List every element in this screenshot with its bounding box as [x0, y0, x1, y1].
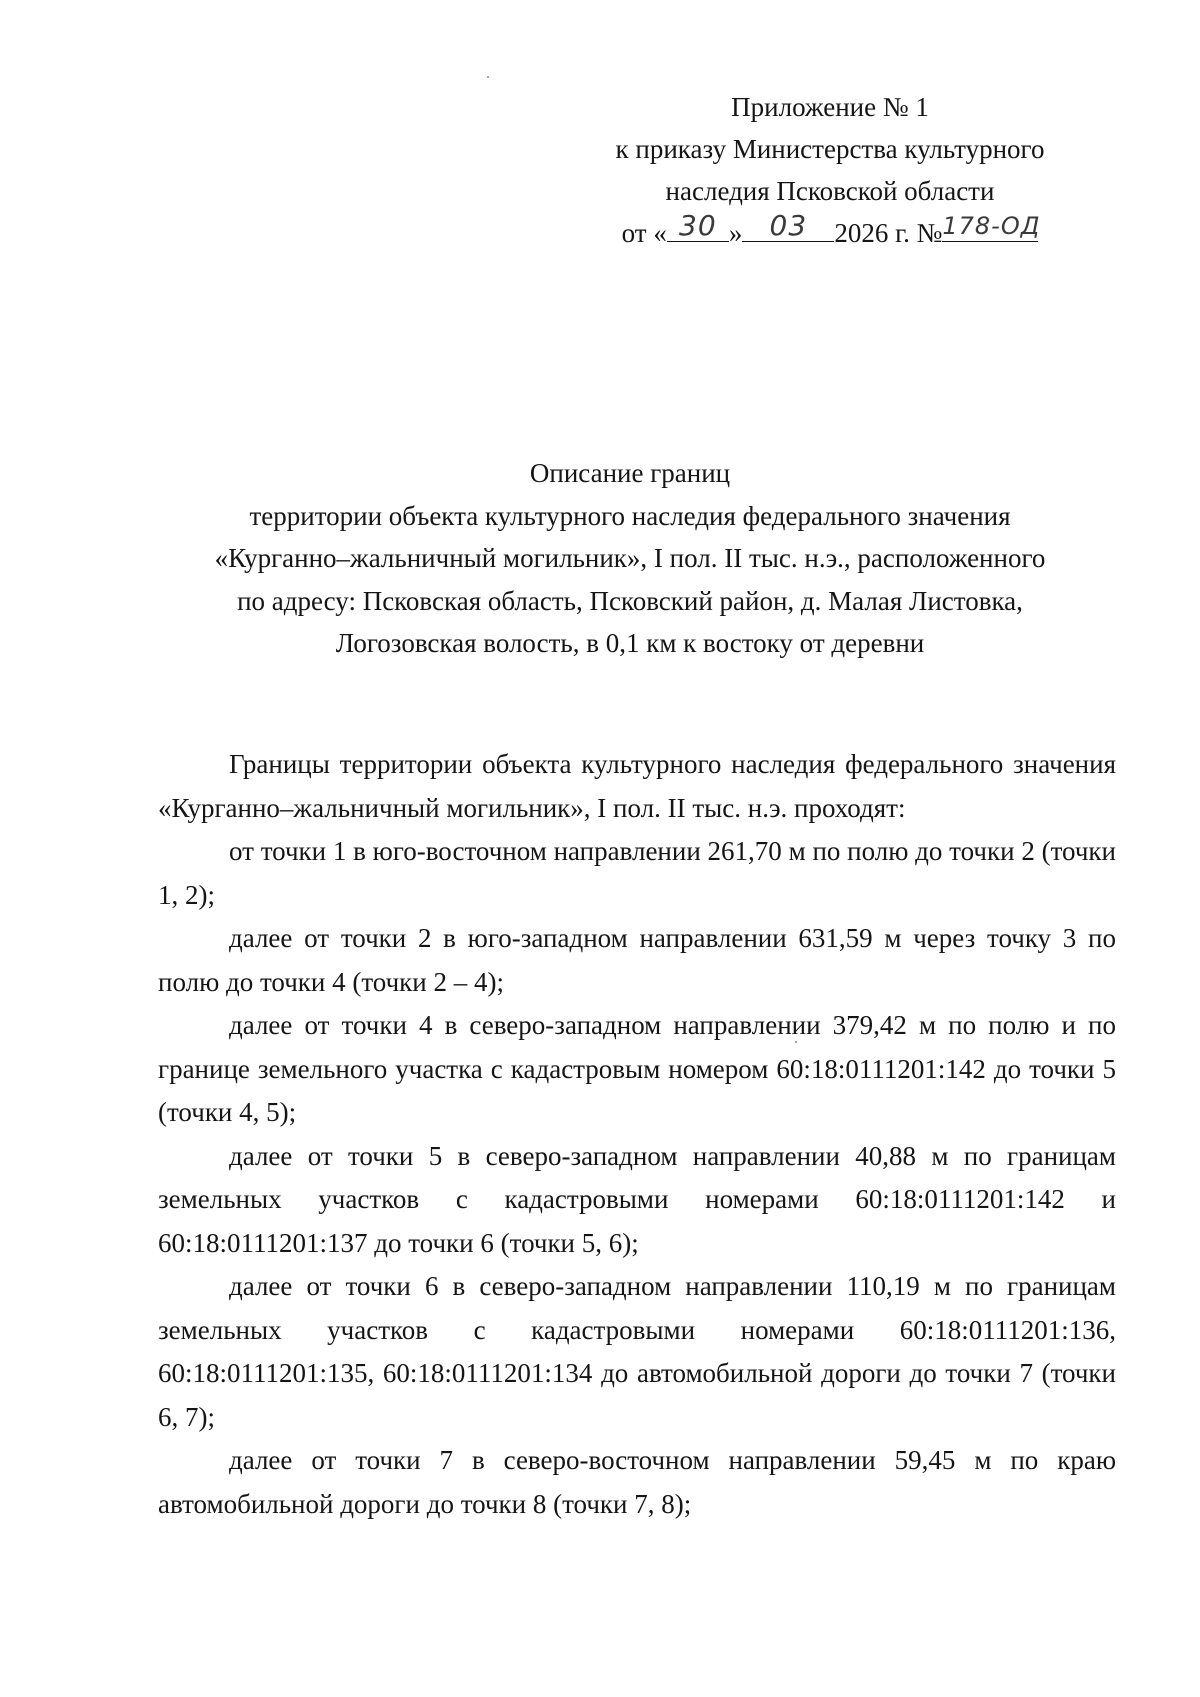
- paragraph-intro: Границы территории объекта культурного наследия федерального значения «Курганно–жальничный могильник», I пол. II тыс. н.э. проходят:: [158, 749, 1116, 823]
- paragraph-segment-2: далее от точки 2 в юго-западном направлении 631,59 м через точку 3 по полю до точки 4 (точки 2 – 4);: [158, 923, 1116, 997]
- date-prefix: от «: [621, 218, 667, 248]
- paragraph-segment-5: далее от точки 6 в северо-западном направлении 110,19 м по границам земельных участков с кадастровыми номерами 60:18:0111201:136, 60:18:0111201:135, 60:18:0111201:134 до автомобильной дороги до точки 7 (точки 6, 7);: [158, 1271, 1116, 1432]
- order-number-handwritten: 178-ОД: [942, 212, 1041, 240]
- appendix-header: [560, 86, 1100, 254]
- paragraph-segment-1: от точки 1 в юго-восточном направлении 261,70 м по полю до точки 2 (точки 1, 2);: [158, 836, 1116, 910]
- title-line-3: «Курганно–жальничный могильник», I пол. II тыс. н.э., расположенного: [214, 543, 1046, 573]
- scan-speck: [487, 76, 489, 78]
- title-line-2: территории объекта культурного наследия федерального значения: [249, 500, 1011, 531]
- date-year: 2026 г. №: [834, 218, 943, 248]
- appendix-order-ref: к приказу Министерства культурного: [615, 134, 1045, 164]
- paragraph-segment-3: далее от точки 4 в северо-западном направлении 379,42 м по полю и по границе земельного участка с кадастровым номером 60:18:0111201:142 до точки 5 (точки 4, 5);: [158, 1010, 1116, 1127]
- document-body: [158, 743, 1116, 1526]
- date-mid: »: [728, 218, 743, 248]
- date-day-handwritten: 30: [679, 209, 717, 242]
- title-line-1: Описание границ: [529, 458, 731, 488]
- document-title: [150, 452, 1110, 665]
- order-number-blank: [942, 212, 1041, 242]
- appendix-title: Приложение № 1: [731, 92, 929, 122]
- paragraph-segment-4: далее от точки 5 в северо-западном направлении 40,88 м по границам земельных участков с кадастровыми номерами 60:18:0111201:142 и 60:18:0111201:137 до точки 6 (точки 5, 6);: [158, 1140, 1116, 1258]
- paragraph-segment-6: далее от точки 7 в северо-восточном направлении 59,45 м по краю автомобильной дороги до точки 8 (точки 7, 8);: [158, 1445, 1116, 1519]
- appendix-ministry: наследия Псковской области: [665, 176, 995, 206]
- title-line-4: по адресу: Псковская область, Псковский район, д. Малая Листовка,: [237, 585, 1023, 616]
- date-month-blank: [742, 209, 834, 242]
- date-month-handwritten: 03: [769, 209, 808, 242]
- appendix-date-line: [560, 209, 1100, 254]
- title-line-5: Логозовская волость, в 0,1 км к востоку от деревни: [335, 628, 925, 658]
- date-day-blank: [667, 209, 729, 242]
